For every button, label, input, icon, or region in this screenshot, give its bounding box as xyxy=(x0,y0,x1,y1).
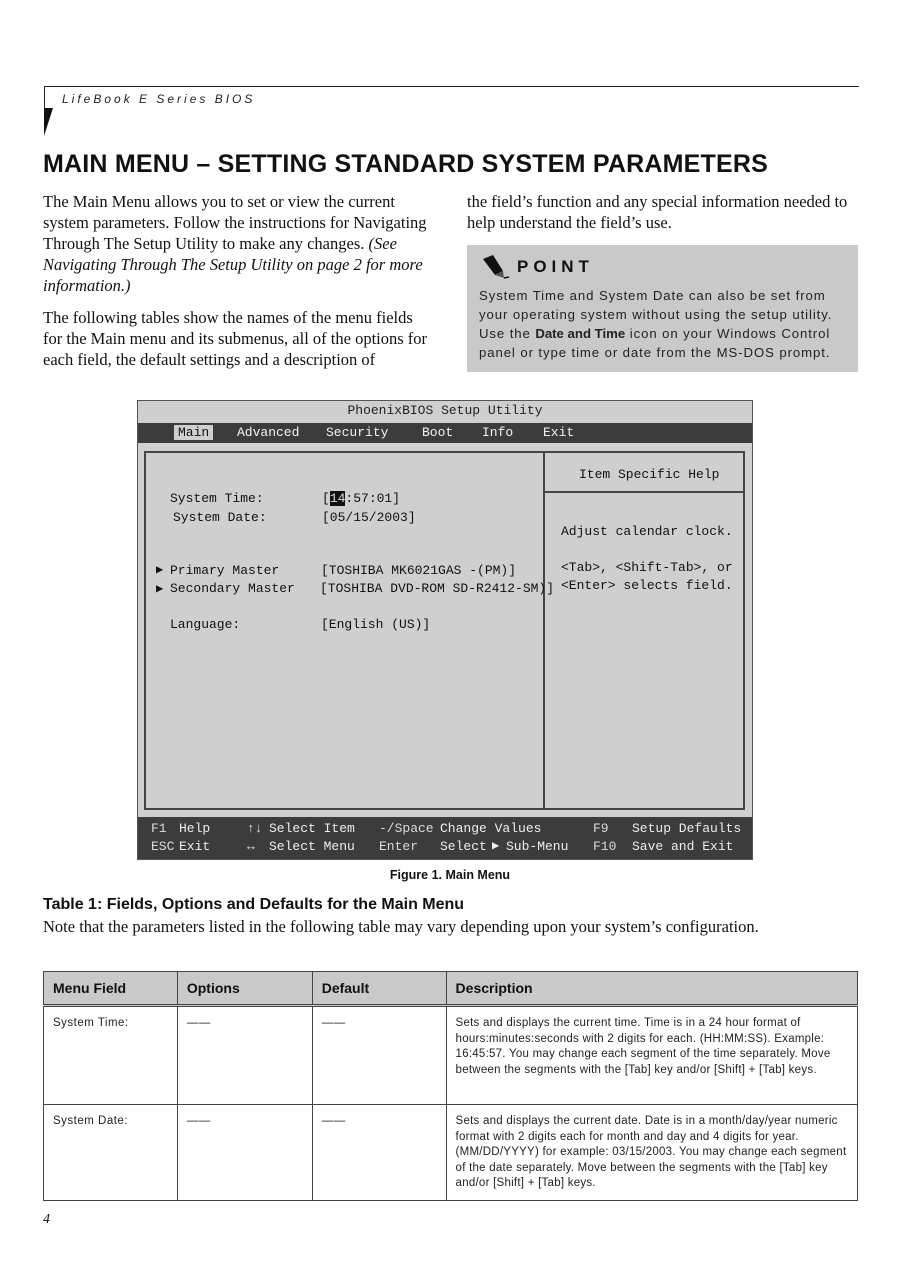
footer-f1-text: Help xyxy=(179,821,211,836)
bios-help-divider xyxy=(545,491,743,493)
cell-default: —— xyxy=(312,1006,446,1105)
system-time-label: System Time: xyxy=(170,491,264,506)
footer-enter-text: Select xyxy=(440,839,487,854)
primary-master-value: [TOSHIBA MK6021GAS -(PM)] xyxy=(321,563,517,578)
cell-field: System Time: xyxy=(44,1006,178,1105)
point-callout xyxy=(467,245,858,372)
cell-options: —— xyxy=(177,1006,312,1105)
cell-description: Sets and displays the current date. Date is in a month/day/year numeric format with 2 digits each for month and day and 4 digits for year. (MM/DD/YYYY) for example: 03/15/2003. You may change each segment of the date separately. Move between the segments with the [Tab] key and/or [Shift] + [Tab] keys. xyxy=(446,1105,857,1201)
footer-arrows-ud-text: Select Item xyxy=(269,821,355,836)
help-line-3: <Enter> selects field. xyxy=(561,578,733,593)
header-options: Options xyxy=(177,972,312,1006)
intro-right-column xyxy=(467,191,862,244)
footer-f10-key: F10 xyxy=(593,839,617,854)
footer-enter-key: Enter xyxy=(379,839,419,854)
bios-menu-bar xyxy=(138,423,752,443)
bios-menu-main[interactable]: Main xyxy=(174,425,213,440)
bios-main-panel xyxy=(144,451,745,810)
footer-space-text: Change Values xyxy=(440,821,542,836)
point-text-2: icon on your Windows Control panel or type time or date from the MS-DOS prompt. xyxy=(479,326,831,360)
help-title: Item Specific Help xyxy=(579,467,720,482)
footer-select-arrow-icon: ▶ xyxy=(492,839,500,853)
system-time-rest: :57:01] xyxy=(345,491,401,506)
cell-default: —— xyxy=(312,1105,446,1201)
header-triangle-mark xyxy=(44,108,53,136)
bios-menu-exit[interactable]: Exit xyxy=(543,425,575,440)
footer-f10-text: Save and Exit xyxy=(632,839,734,854)
footer-arrows-lr-key: ↔ xyxy=(247,839,255,854)
bios-footer xyxy=(138,817,752,859)
bios-menu-security[interactable]: Security xyxy=(326,425,389,440)
intro-paragraph-2: The following tables show the names of the menu fields for the Main menu and its submenus, all of the options for each field, the default settings and a description of xyxy=(43,308,428,369)
bios-panel-divider xyxy=(543,453,545,808)
table-header-row xyxy=(44,972,858,1006)
header-default: Default xyxy=(312,972,446,1006)
cell-description: Sets and displays the current time. Time is in a 24 hour format of hours:minutes:seconds with 2 digits for each. (HH:MM:SS). Example: 16:45:57. You may change each segment of the time separately. Move between the segments with the [Tab] key and/or [Shift] + [Tab] keys. xyxy=(446,1006,857,1105)
point-heading: POINT xyxy=(517,257,594,276)
intro-left-column xyxy=(43,191,433,381)
secondary-master-arrow-icon: ▶ xyxy=(156,582,164,596)
page-number: 4 xyxy=(43,1212,50,1227)
bios-menu-info[interactable]: Info xyxy=(482,425,514,440)
language-value[interactable]: [English (US)] xyxy=(321,617,431,632)
primary-master-arrow-icon: ▶ xyxy=(156,563,164,577)
system-date-label: System Date: xyxy=(173,510,267,525)
point-text-1: System Time and System Date can also be set from your operating system without using the setup utility. Use the xyxy=(479,288,833,341)
page-title: MAIN MENU – SETTING STANDARD SYSTEM PARAMETERS xyxy=(43,150,768,178)
intro-p1-text: The Main Menu allows you to set or view the current system parameters. Follow the instructions for Navigating Through The Setup Utility to make any changes. xyxy=(43,192,427,253)
cell-options: —— xyxy=(177,1105,312,1201)
header-rule xyxy=(44,86,859,87)
point-text-bold: Date and Time xyxy=(535,326,626,341)
bios-title: PhoenixBIOS Setup Utility xyxy=(347,403,543,418)
footer-esc-key: ESC xyxy=(151,839,175,854)
running-header: LifeBook E Series BIOS xyxy=(62,92,256,106)
help-line-2: <Tab>, <Shift-Tab>, or xyxy=(561,560,733,575)
intro-p1-italic: (See Navigating Through The Setup Utility on page 2 for more information.) xyxy=(43,234,423,295)
point-text xyxy=(479,286,851,362)
table-title: Table 1: Fields, Options and Defaults for the Main Menu xyxy=(43,896,465,913)
bios-menu-advanced[interactable]: Advanced xyxy=(237,425,300,440)
figure-caption: Figure 1. Main Menu xyxy=(389,868,511,882)
footer-arrows-ud-key: ↑↓ xyxy=(247,821,263,836)
language-label: Language: xyxy=(170,617,241,632)
header-description: Description xyxy=(446,972,857,1006)
bios-screenshot xyxy=(137,400,753,860)
table-note: Note that the parameters listed in the following table may vary depending upon your system’s configuration. xyxy=(43,917,759,936)
intro-paragraph-1 xyxy=(43,191,433,296)
footer-enter-text-2: Sub-Menu xyxy=(506,839,569,854)
footer-esc-text: Exit xyxy=(179,839,211,854)
secondary-master-label[interactable]: Secondary Master xyxy=(170,581,295,596)
main-menu-table xyxy=(43,971,858,1201)
footer-f9-text: Setup Defaults xyxy=(632,821,742,836)
pencil-icon xyxy=(479,253,511,281)
secondary-master-value: [TOSHIBA DVD-ROM SD-R2412-SM)] xyxy=(320,581,555,596)
table-row xyxy=(44,1105,858,1201)
footer-space-key: -/Space xyxy=(379,821,434,836)
footer-f9-key: F9 xyxy=(593,821,609,836)
intro-paragraph-2-continued: the field’s function and any special information needed to help understand the field’s use. xyxy=(467,192,848,232)
system-time-value[interactable] xyxy=(322,491,400,506)
system-time-open: [ xyxy=(322,491,330,506)
system-time-hour-field[interactable]: 14 xyxy=(329,491,346,506)
system-date-value[interactable]: [05/15/2003] xyxy=(322,510,416,525)
bios-menu-boot[interactable]: Boot xyxy=(422,425,454,440)
footer-arrows-lr-text: Select Menu xyxy=(269,839,355,854)
help-line-1: Adjust calendar clock. xyxy=(561,524,733,539)
footer-f1-key: F1 xyxy=(151,821,167,836)
header-menu-field: Menu Field xyxy=(44,972,178,1006)
header-vertical-rule xyxy=(44,86,45,108)
primary-master-label[interactable]: Primary Master xyxy=(170,563,280,578)
cell-field: System Date: xyxy=(44,1105,178,1201)
table-row xyxy=(44,1006,858,1105)
